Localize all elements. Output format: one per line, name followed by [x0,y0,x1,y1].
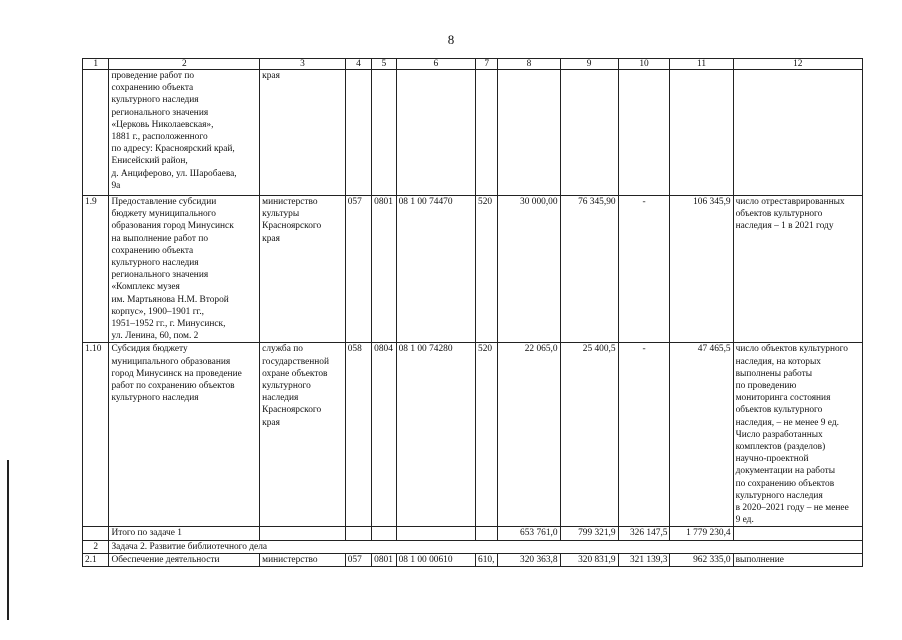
program-table [82,58,863,567]
column-number-row [83,59,863,70]
csr-code: 08 1 00 00610 [396,553,475,566]
amount-2021: - [618,343,670,527]
amount-total: 962 335,0 [670,553,733,566]
rzpr-code: 0801 [372,553,396,566]
executor: министерство [260,553,346,566]
expected-result: число отреставрированных объектов культурного наследия – 1 в 2021 году [733,196,862,343]
amount-2019: 320 363,8 [498,553,560,566]
column-number: 8 [498,59,560,70]
amount-2020 [560,70,618,196]
table-row [83,343,863,527]
csr-code [396,70,475,196]
row-number [83,70,109,196]
vr-code: 520 [476,196,498,343]
row-number [83,527,109,540]
amount-2020: 76 345,90 [560,196,618,343]
column-number: 9 [560,59,618,70]
grbs-code: 058 [345,343,371,527]
row-number: 1.10 [83,343,109,527]
column-number: 1 [83,59,109,70]
vr-code [476,70,498,196]
total-label: Итого по задаче 1 [109,527,260,540]
rzpr-code: 0801 [372,196,396,343]
total-2021: 326 147,5 [618,527,670,540]
measure-name: Предоставление субсидии бюджету муниципального образования город Минусинск на выполнение работ по сохранению объекта культурного наследия регионального значения «Комплекс музея им. Мартьянова Н.М. Второй корпус», 1900–1901 гг., 1951–1952 гг., г. Минусинск, ул. Ленина, 60, пом. 2 [109,196,260,343]
total-2020: 799 321,9 [560,527,618,540]
table-row [83,196,863,343]
page-number: 8 [447,32,455,47]
amount-total: 106 345,9 [670,196,733,343]
amount-2019: 30 000,00 [498,196,560,343]
grbs-code [345,70,371,196]
column-number: 4 [345,59,371,70]
amount-2021: 321 139,3 [618,553,670,566]
column-number: 2 [109,59,260,70]
amount-2020: 320 831,9 [560,553,618,566]
margin-line [7,460,9,620]
column-number: 3 [260,59,346,70]
expected-result: число объектов культурного наследия, на которых выполнены работы по проведению мониторинга состояния объектов культурного наследия, – не менее 9 ед. Число разработанных комплектов (разделов) научно-проектной документации на работы по сохранению объектов культурного наследия в 2020–2021 году – не менее 9 ед. [733,343,862,527]
amount-2019: 22 065,0 [498,343,560,527]
amount-2021 [618,70,670,196]
row-number: 1.9 [83,196,109,343]
csr-code: 08 1 00 74280 [396,343,475,527]
column-number: 12 [733,59,862,70]
task-number: 2 [83,540,109,553]
executor: края [260,70,346,196]
column-number: 6 [396,59,475,70]
measure-name: Обеспечение деятельности [109,553,260,566]
amount-total [670,70,733,196]
task-heading-row [83,540,863,553]
amount-total: 47 465,5 [670,343,733,527]
grbs-code: 057 [345,196,371,343]
amount-2020: 25 400,5 [560,343,618,527]
csr-code: 08 1 00 74470 [396,196,475,343]
column-number: 7 [476,59,498,70]
amount-2019 [498,70,560,196]
grbs-code: 057 [345,553,371,566]
total-row [83,527,863,540]
rzpr-code: 0804 [372,343,396,527]
table-row [83,70,863,196]
total-sum: 1 779 230,4 [670,527,733,540]
row-number: 2.1 [83,553,109,566]
rzpr-code [372,70,396,196]
column-number: 11 [670,59,733,70]
expected-result [733,70,862,196]
executor: министерство культуры Красноярского края [260,196,346,343]
expected-result: выполнение [733,553,862,566]
amount-2021: - [618,196,670,343]
column-number: 10 [618,59,670,70]
total-2019: 653 761,0 [498,527,560,540]
vr-code: 610, [476,553,498,566]
vr-code: 520 [476,343,498,527]
task-title: Задача 2. Развитие библиотечного дела [109,540,863,553]
table-row [83,553,863,566]
measure-name: Субсидия бюджету муниципального образования город Минусинск на проведение работ по сохранению объектов культурного наследия [109,343,260,527]
executor: служба по государственной охране объектов культурного наследия Красноярского края [260,343,346,527]
column-number: 5 [372,59,396,70]
measure-name: проведение работ по сохранению объекта культурного наследия регионального значения «Церковь Николаевская», 1881 г., расположенного по адресу: Красноярский край, Енисейский район, д. Анциферово, ул. Шаробаева, 9а [109,70,260,196]
